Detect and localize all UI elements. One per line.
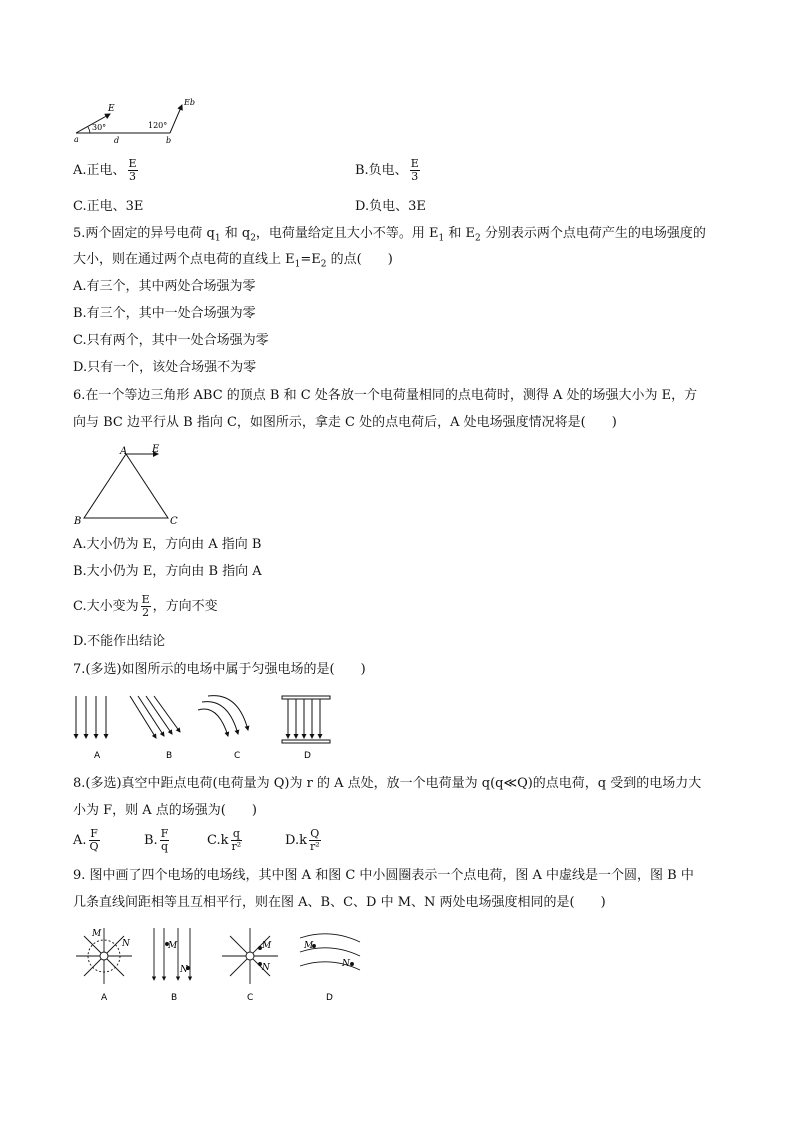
q7-fig-a xyxy=(76,696,106,738)
q5-option-c[interactable]: C.只有两个，其中一处合场强为零 xyxy=(73,333,269,348)
q8-option-d[interactable]: D.k $\frac{Q}{\text{r²}}$ xyxy=(285,827,320,853)
q9-figures xyxy=(68,922,368,1004)
q6-option-c[interactable]: C.大小变为 $\frac{E}{2}$ ，方向不变 xyxy=(73,593,218,619)
q7-label-a: A xyxy=(94,751,101,761)
q6-stem-line1: 6.在一个等边三角形 ABC 的顶点 B 和 C 处各放一个电荷量相同的点电荷时，测得 A 处的场强大小为 E，方 xyxy=(73,388,698,403)
q6-fig-A: A xyxy=(120,446,128,457)
q7-stem: 7.(多选)如图所示的电场中属于匀强电场的是( ) xyxy=(73,662,366,677)
fig4-E: E xyxy=(108,104,115,114)
q9-fig-b-N: N xyxy=(180,965,188,975)
fig4-b: b xyxy=(166,136,172,145)
q4-figure xyxy=(72,97,202,147)
q8-stem-line2: 小为 F，则 A 点的场强为( ) xyxy=(73,803,257,818)
q7-fig-d xyxy=(282,696,330,743)
q9-label-d: D xyxy=(326,993,333,1003)
q9-fig-d-M: M xyxy=(304,941,314,951)
q4-option-b[interactable]: B.负电、 $\frac{E}{3}$ xyxy=(355,157,419,183)
q6-fig-C: C xyxy=(170,516,178,527)
q9-fig-c-N: N xyxy=(262,963,270,973)
q9-label-a: A xyxy=(101,993,108,1003)
q4-option-d[interactable]: D.负电、3E xyxy=(355,199,426,214)
q9-fig-d-N: N xyxy=(342,959,350,969)
q7-label-d: D xyxy=(304,751,311,761)
q4-option-c[interactable]: C.正电、3E xyxy=(73,199,144,214)
q9-label-b: B xyxy=(171,993,178,1003)
q6-option-b[interactable]: B.大小仍为 E，方向由 B 指向 A xyxy=(73,564,262,579)
q9-fig-a-M: M xyxy=(92,929,102,939)
q8-option-c[interactable]: C.k $\frac{q}{\text{r²}}$ xyxy=(207,827,242,853)
q6-stem-line2: 向与 BC 边平行从 B 指向 C，如图所示，拿走 C 处的点电荷后，A 处电场强度情况将是( ) xyxy=(73,415,617,430)
fig4-a: a xyxy=(74,135,79,144)
q7-label-b: B xyxy=(166,751,173,761)
q6-option-a[interactable]: A.大小仍为 E，方向由 A 指向 B xyxy=(73,537,262,552)
q7-fig-b xyxy=(130,696,180,738)
q5-option-b[interactable]: B.有三个，其中一处合场强为零 xyxy=(73,306,256,321)
q6-option-d[interactable]: D.不能作出结论 xyxy=(73,634,166,649)
q9-fig-d xyxy=(300,934,360,970)
q9-fig-c xyxy=(222,928,278,984)
q6-triangle-figure xyxy=(72,442,182,527)
q9-fig-a-N: N xyxy=(122,939,130,949)
q7-fig-c xyxy=(198,696,248,736)
q9-fig-a xyxy=(76,928,132,984)
q5-stem-line2: 大小，则在通过两个点电荷的直线上 $E_1=E_2$ 的点( ) xyxy=(73,252,393,270)
q6-fig-E: E xyxy=(152,444,160,455)
fig4-30: 30° xyxy=(92,123,107,132)
q8-option-b[interactable]: B. $\frac{F}{q}$ xyxy=(144,827,169,853)
q9-fig-c-M: M xyxy=(262,941,272,951)
q9-fig-b-M: M xyxy=(168,941,178,951)
q5-stem-line1: 5.两个固定的异号电荷 $q_1$ 和 $q_2$，电荷量给定且大小不等。用 $E_1$ 和 $E_2$ 分别表示两个点电荷产生的电场强度的 xyxy=(73,226,706,244)
q8-stem-line1: 8.(多选)真空中距点电荷(电荷量为 Q)为 r 的 A 点处，放一个电荷量为 q(q≪Q)的点电荷，q 受到的电场力大 xyxy=(73,776,702,791)
q7-figures xyxy=(68,690,348,765)
fig4-d: d xyxy=(114,136,120,145)
fig4-Eb: Eb xyxy=(184,98,195,107)
q9-label-c: C xyxy=(247,993,254,1003)
q6-fig-B: B xyxy=(74,516,82,527)
q8-option-a[interactable]: A. $\frac{F}{Q}$ xyxy=(73,827,99,853)
q4-option-a[interactable]: A.正电、 $\frac{E}{3}$ xyxy=(73,157,137,183)
q5-option-d[interactable]: D.只有一个，该处合场强不为零 xyxy=(73,360,257,375)
q7-label-c: C xyxy=(234,751,241,761)
fig4-120: 120° xyxy=(148,121,168,130)
q9-stem-line1: 9. 图中画了四个电场的电场线，其中图 A 和图 C 中小圆圈表示一个点电荷，图 A 中虚线是一个圆，图 B 中 xyxy=(73,868,694,883)
q5-option-a[interactable]: A.有三个，其中两处合场强为零 xyxy=(73,279,256,294)
q9-stem-line2: 几条直线间距相等且互相平行，则在图 A、B、C、D 中 M、N 两处电场强度相同的是( ) xyxy=(73,895,606,910)
